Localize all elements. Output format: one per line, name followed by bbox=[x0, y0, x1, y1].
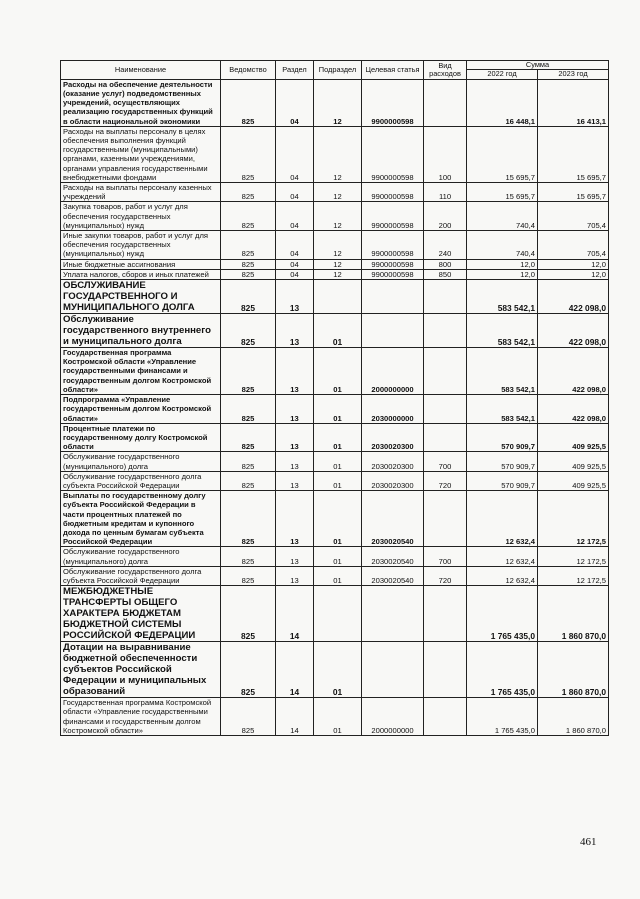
cell-subsection: 01 bbox=[314, 698, 362, 736]
cell-name: Расходы на обеспечение деятельности (оказание услуг) подведомственных учреждений, осуществляющих реализацию государственных функций в области национальной экономики bbox=[61, 79, 221, 126]
cell-subsection bbox=[314, 586, 362, 642]
cell-2022: 12 632,4 bbox=[467, 566, 538, 585]
cell-dept: 825 bbox=[221, 259, 276, 269]
cell-target: 2000000000 bbox=[362, 348, 424, 395]
cell-2022: 15 695,7 bbox=[467, 126, 538, 182]
cell-name: Процентные платежи по государственному долгу Костромской области bbox=[61, 423, 221, 452]
cell-section: 13 bbox=[276, 395, 314, 424]
cell-section: 04 bbox=[276, 183, 314, 202]
cell-subsection: 12 bbox=[314, 202, 362, 231]
header-dept: Ведомство bbox=[221, 61, 276, 80]
cell-2023: 422 098,0 bbox=[538, 280, 609, 314]
cell-name: Государственная программа Костромской области «Управление государственными финансами и государственным долгом Костромской области» bbox=[61, 698, 221, 736]
cell-subsection: 01 bbox=[314, 395, 362, 424]
cell-target: 2030020540 bbox=[362, 491, 424, 547]
table-row bbox=[61, 183, 609, 202]
cell-dept: 825 bbox=[221, 269, 276, 279]
cell-section: 14 bbox=[276, 642, 314, 698]
cell-2023: 1 860 870,0 bbox=[538, 698, 609, 736]
cell-name: Обслуживание государственного внутреннего и муниципального долга bbox=[61, 314, 221, 348]
cell-2023: 12 172,5 bbox=[538, 547, 609, 566]
cell-target: 9900000598 bbox=[362, 183, 424, 202]
cell-dept: 825 bbox=[221, 126, 276, 182]
cell-subsection: 01 bbox=[314, 348, 362, 395]
cell-subsection: 12 bbox=[314, 126, 362, 182]
cell-exptype: 800 bbox=[424, 259, 467, 269]
cell-2023: 422 098,0 bbox=[538, 314, 609, 348]
cell-name: Иные бюджетные ассигнования bbox=[61, 259, 221, 269]
cell-section: 14 bbox=[276, 698, 314, 736]
cell-name: Расходы на выплаты персоналу казенных учреждений bbox=[61, 183, 221, 202]
cell-exptype bbox=[424, 698, 467, 736]
cell-target: 2000000000 bbox=[362, 698, 424, 736]
cell-dept: 825 bbox=[221, 314, 276, 348]
cell-2022: 12,0 bbox=[467, 259, 538, 269]
header-subsection: Подраздел bbox=[314, 61, 362, 80]
cell-exptype bbox=[424, 586, 467, 642]
cell-2023: 12 172,5 bbox=[538, 566, 609, 585]
cell-2022: 1 765 435,0 bbox=[467, 586, 538, 642]
cell-2022: 1 765 435,0 bbox=[467, 642, 538, 698]
cell-name: Расходы на выплаты персоналу в целях обеспечения выполнения функций государственными (муниципальными) органами, казенными учреждениями, органами управления государственными внебюджетными фондами bbox=[61, 126, 221, 182]
cell-subsection: 01 bbox=[314, 452, 362, 471]
table-row bbox=[61, 395, 609, 424]
cell-section: 04 bbox=[276, 202, 314, 231]
cell-section: 04 bbox=[276, 79, 314, 126]
cell-2022: 740,4 bbox=[467, 202, 538, 231]
cell-name: Обслуживание государственного (муниципального) долга bbox=[61, 452, 221, 471]
cell-2022: 12,0 bbox=[467, 269, 538, 279]
cell-name: Уплата налогов, сборов и иных платежей bbox=[61, 269, 221, 279]
cell-exptype: 700 bbox=[424, 547, 467, 566]
cell-target: 9900000598 bbox=[362, 231, 424, 260]
header-sum: Сумма bbox=[467, 61, 609, 70]
cell-dept: 825 bbox=[221, 395, 276, 424]
cell-2023: 12 172,5 bbox=[538, 491, 609, 547]
cell-2023: 409 925,5 bbox=[538, 471, 609, 490]
cell-exptype bbox=[424, 280, 467, 314]
table-row bbox=[61, 642, 609, 698]
cell-2022: 740,4 bbox=[467, 231, 538, 260]
cell-2023: 705,4 bbox=[538, 231, 609, 260]
cell-name: ОБСЛУЖИВАНИЕ ГОСУДАРСТВЕННОГО И МУНИЦИПАЛЬНОГО ДОЛГА bbox=[61, 280, 221, 314]
cell-2022: 583 542,1 bbox=[467, 348, 538, 395]
table-row bbox=[61, 259, 609, 269]
cell-dept: 825 bbox=[221, 642, 276, 698]
cell-target bbox=[362, 586, 424, 642]
cell-section: 13 bbox=[276, 452, 314, 471]
cell-name: Дотации на выравнивание бюджетной обеспеченности субъектов Российской Федерации и муниципальных образований bbox=[61, 642, 221, 698]
cell-exptype bbox=[424, 491, 467, 547]
cell-2022: 570 909,7 bbox=[467, 471, 538, 490]
cell-section: 13 bbox=[276, 423, 314, 452]
cell-section: 13 bbox=[276, 491, 314, 547]
cell-2023: 16 413,1 bbox=[538, 79, 609, 126]
cell-2023: 409 925,5 bbox=[538, 423, 609, 452]
cell-name: Обслуживание государственного долга субъекта Российской Федерации bbox=[61, 471, 221, 490]
table-row bbox=[61, 231, 609, 260]
cell-section: 13 bbox=[276, 280, 314, 314]
cell-2023: 422 098,0 bbox=[538, 348, 609, 395]
cell-name: Закупка товаров, работ и услуг для обеспечения государственных (муниципальных) нужд bbox=[61, 202, 221, 231]
cell-dept: 825 bbox=[221, 79, 276, 126]
cell-target: 9900000598 bbox=[362, 202, 424, 231]
cell-name: Подпрограмма «Управление государственным долгом Костромской области» bbox=[61, 395, 221, 424]
header-name: Наименование bbox=[61, 61, 221, 80]
cell-target: 2030020300 bbox=[362, 452, 424, 471]
cell-subsection: 01 bbox=[314, 642, 362, 698]
cell-exptype bbox=[424, 423, 467, 452]
cell-section: 04 bbox=[276, 259, 314, 269]
cell-target bbox=[362, 280, 424, 314]
cell-target: 2030020300 bbox=[362, 471, 424, 490]
cell-target: 9900000598 bbox=[362, 79, 424, 126]
cell-subsection: 01 bbox=[314, 547, 362, 566]
table-row bbox=[61, 280, 609, 314]
cell-name: Обслуживание государственного долга субъекта Российской Федерации bbox=[61, 566, 221, 585]
cell-2022: 1 765 435,0 bbox=[467, 698, 538, 736]
cell-section: 14 bbox=[276, 586, 314, 642]
cell-subsection bbox=[314, 280, 362, 314]
header-year-2022: 2022 год bbox=[467, 70, 538, 79]
cell-dept: 825 bbox=[221, 423, 276, 452]
cell-2023: 705,4 bbox=[538, 202, 609, 231]
cell-exptype: 720 bbox=[424, 471, 467, 490]
cell-exptype: 240 bbox=[424, 231, 467, 260]
cell-2023: 1 860 870,0 bbox=[538, 642, 609, 698]
cell-subsection: 12 bbox=[314, 231, 362, 260]
cell-section: 04 bbox=[276, 269, 314, 279]
cell-2023: 12,0 bbox=[538, 259, 609, 269]
cell-dept: 825 bbox=[221, 491, 276, 547]
cell-dept: 825 bbox=[221, 348, 276, 395]
table-row bbox=[61, 586, 609, 642]
header-exptype: Вид расходов bbox=[424, 61, 467, 80]
table-row bbox=[61, 491, 609, 547]
cell-section: 04 bbox=[276, 126, 314, 182]
table-row bbox=[61, 547, 609, 566]
table-row bbox=[61, 348, 609, 395]
cell-2022: 15 695,7 bbox=[467, 183, 538, 202]
table-row bbox=[61, 566, 609, 585]
cell-2022: 583 542,1 bbox=[467, 280, 538, 314]
table-row bbox=[61, 269, 609, 279]
cell-dept: 825 bbox=[221, 547, 276, 566]
cell-exptype: 700 bbox=[424, 452, 467, 471]
cell-target: 9900000598 bbox=[362, 269, 424, 279]
cell-2023: 15 695,7 bbox=[538, 183, 609, 202]
cell-2022: 16 448,1 bbox=[467, 79, 538, 126]
cell-subsection: 01 bbox=[314, 566, 362, 585]
cell-exptype: 100 bbox=[424, 126, 467, 182]
cell-2023: 12,0 bbox=[538, 269, 609, 279]
cell-target: 2030020540 bbox=[362, 547, 424, 566]
cell-2022: 583 542,1 bbox=[467, 314, 538, 348]
cell-2023: 409 925,5 bbox=[538, 452, 609, 471]
cell-target: 2030000000 bbox=[362, 395, 424, 424]
header-section: Раздел bbox=[276, 61, 314, 80]
table-row bbox=[61, 79, 609, 126]
cell-2022: 570 909,7 bbox=[467, 423, 538, 452]
cell-exptype bbox=[424, 79, 467, 126]
cell-dept: 825 bbox=[221, 586, 276, 642]
table-row bbox=[61, 314, 609, 348]
header-target: Целевая статья bbox=[362, 61, 424, 80]
budget-table bbox=[60, 60, 609, 736]
table-row bbox=[61, 471, 609, 490]
cell-2022: 583 542,1 bbox=[467, 395, 538, 424]
cell-dept: 825 bbox=[221, 280, 276, 314]
cell-subsection: 01 bbox=[314, 471, 362, 490]
table-body bbox=[61, 79, 609, 735]
cell-exptype: 850 bbox=[424, 269, 467, 279]
cell-dept: 825 bbox=[221, 452, 276, 471]
cell-dept: 825 bbox=[221, 471, 276, 490]
cell-target: 9900000598 bbox=[362, 126, 424, 182]
cell-2022: 12 632,4 bbox=[467, 491, 538, 547]
cell-target: 2030020540 bbox=[362, 566, 424, 585]
cell-target: 9900000598 bbox=[362, 259, 424, 269]
cell-section: 13 bbox=[276, 547, 314, 566]
cell-name: Государственная программа Костромской области «Управление государственными финансами и государственным долгом Костромской области» bbox=[61, 348, 221, 395]
cell-2023: 15 695,7 bbox=[538, 126, 609, 182]
cell-exptype: 200 bbox=[424, 202, 467, 231]
page-number: 461 bbox=[580, 836, 597, 848]
cell-2022: 12 632,4 bbox=[467, 547, 538, 566]
cell-name: МЕЖБЮДЖЕТНЫЕ ТРАНСФЕРТЫ ОБЩЕГО ХАРАКТЕРА БЮДЖЕТАМ БЮДЖЕТНОЙ СИСТЕМЫ РОССИЙСКОЙ ФЕДЕРАЦИИ bbox=[61, 586, 221, 642]
cell-2023: 422 098,0 bbox=[538, 395, 609, 424]
cell-2023: 1 860 870,0 bbox=[538, 586, 609, 642]
table-row bbox=[61, 423, 609, 452]
table-row bbox=[61, 698, 609, 736]
cell-name: Обслуживание государственного (муниципального) долга bbox=[61, 547, 221, 566]
cell-subsection: 12 bbox=[314, 259, 362, 269]
cell-dept: 825 bbox=[221, 231, 276, 260]
cell-dept: 825 bbox=[221, 183, 276, 202]
cell-name: Иные закупки товаров, работ и услуг для обеспечения государственных (муниципальных) нужд bbox=[61, 231, 221, 260]
cell-target bbox=[362, 642, 424, 698]
cell-subsection: 12 bbox=[314, 183, 362, 202]
cell-section: 04 bbox=[276, 231, 314, 260]
cell-dept: 825 bbox=[221, 698, 276, 736]
cell-exptype bbox=[424, 348, 467, 395]
cell-subsection: 01 bbox=[314, 423, 362, 452]
cell-target bbox=[362, 314, 424, 348]
cell-subsection: 12 bbox=[314, 269, 362, 279]
cell-target: 2030020300 bbox=[362, 423, 424, 452]
cell-2022: 570 909,7 bbox=[467, 452, 538, 471]
cell-exptype: 110 bbox=[424, 183, 467, 202]
cell-subsection: 12 bbox=[314, 79, 362, 126]
cell-exptype bbox=[424, 314, 467, 348]
cell-section: 13 bbox=[276, 348, 314, 395]
cell-section: 13 bbox=[276, 471, 314, 490]
header-year-2023: 2023 год bbox=[538, 70, 609, 79]
cell-subsection: 01 bbox=[314, 491, 362, 547]
table-row bbox=[61, 126, 609, 182]
cell-exptype: 720 bbox=[424, 566, 467, 585]
table-row bbox=[61, 202, 609, 231]
cell-dept: 825 bbox=[221, 566, 276, 585]
cell-exptype bbox=[424, 395, 467, 424]
cell-exptype bbox=[424, 642, 467, 698]
cell-section: 13 bbox=[276, 314, 314, 348]
table-row bbox=[61, 452, 609, 471]
cell-dept: 825 bbox=[221, 202, 276, 231]
cell-section: 13 bbox=[276, 566, 314, 585]
cell-name: Выплаты по государственному долгу субъекта Российской Федерации в части процентных платежей по бюджетным кредитам и купонного дохода по ценным бумагам субъекта Российской Федерации bbox=[61, 491, 221, 547]
cell-subsection: 01 bbox=[314, 314, 362, 348]
